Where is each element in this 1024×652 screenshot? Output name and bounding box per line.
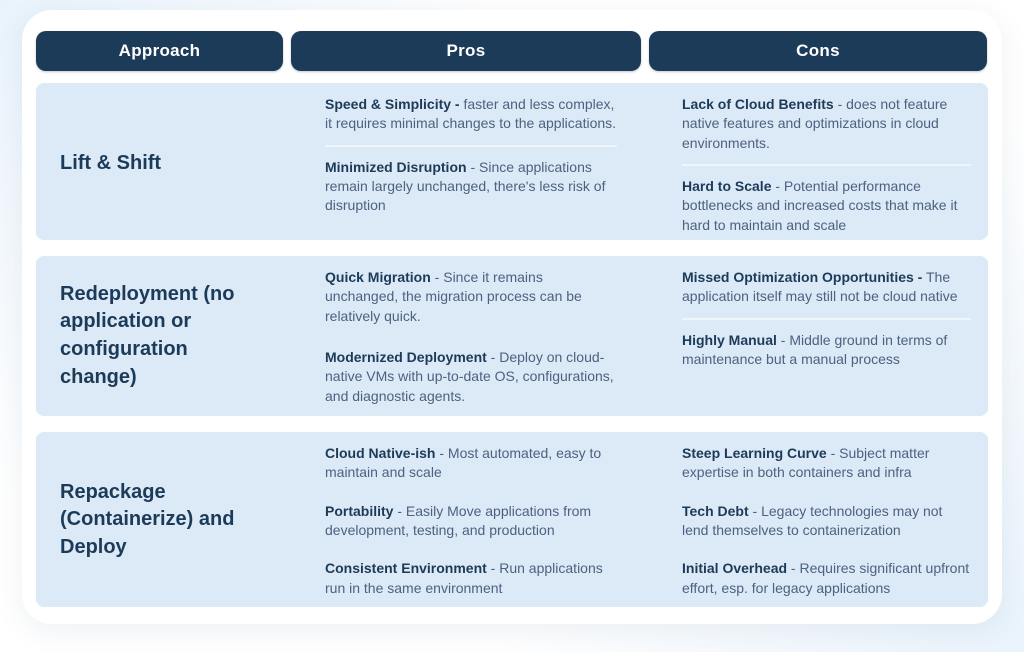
con-item [682, 177, 971, 235]
item-divider [682, 318, 971, 320]
pro-item [325, 502, 617, 541]
item-lead: Speed & Simplicity - [325, 96, 460, 112]
pro-item [325, 348, 617, 406]
item-body: - Since applications remain largely unchanged, there's less risk of disruption [325, 158, 606, 214]
item-body: faster and less complex, it requires minimal changes to the applications. [325, 96, 617, 132]
item-lead: Consistent Environment [325, 560, 487, 577]
pros-cell [291, 256, 641, 416]
item-lead: Minimized Disruption [325, 158, 467, 175]
approach-cell [36, 83, 283, 240]
pros-cell [291, 432, 641, 607]
cons-cell [649, 83, 987, 240]
table-row-redeployment [36, 256, 988, 416]
approach-cell [36, 432, 283, 607]
pro-item [325, 158, 617, 216]
column-header-pros: Pros [291, 31, 641, 71]
item-body: - Deploy on cloud-native VMs with up-to-date OS, configurations, and diagnostic agents. [325, 348, 614, 404]
item-body: - Since it remains unchanged, the migration process can be relatively quick. [325, 269, 582, 324]
con-item [682, 95, 971, 153]
con-item [682, 268, 971, 307]
comparison-table-card [22, 10, 1002, 624]
item-body: - Legacy technologies may not lend themselves to containerization [682, 502, 943, 538]
item-body: - Easily Move applications from development, testing, and production [325, 502, 592, 538]
table-row-lift-and-shift [36, 83, 988, 240]
item-body: The application itself may still not be cloud native [682, 269, 958, 305]
item-lead: Tech Debt [682, 502, 749, 519]
pro-item [325, 444, 617, 483]
item-body: - Requires significant upfront effort, esp. for legacy applications [682, 560, 970, 596]
con-item [682, 559, 971, 598]
item-body: - does not feature native features and optimizations in cloud environments. [682, 96, 948, 151]
approach-title: Lift & Shift [60, 152, 162, 175]
item-lead: Missed Optimization Opportunities - [682, 269, 923, 285]
pros-cell [291, 83, 641, 240]
approach-title: Redeployment (no application or configuration change) [60, 282, 235, 388]
approach-title: Repackage (Containerize) and Deploy [60, 480, 235, 558]
item-lead: Quick Migration [325, 269, 431, 285]
con-item [682, 331, 971, 370]
item-body: - Middle ground in terms of maintenance but a manual process [682, 331, 948, 367]
item-lead: Lack of Cloud Benefits [682, 96, 834, 112]
con-item [682, 444, 971, 483]
column-header-approach: Approach [36, 31, 283, 71]
item-lead: Steep Learning Curve [682, 445, 827, 461]
item-lead: Highly Manual [682, 331, 777, 348]
pro-item [325, 268, 617, 326]
item-lead: Modernized Deployment [325, 348, 487, 365]
item-divider [682, 164, 971, 166]
item-divider [325, 145, 617, 147]
item-lead: Portability [325, 502, 394, 519]
column-header-cons: Cons [649, 31, 987, 71]
item-body: - Most automated, easy to maintain and scale [325, 445, 602, 481]
approach-cell [36, 256, 283, 416]
cons-cell [649, 256, 987, 416]
item-body: - Run applications run in the same environment [325, 560, 603, 596]
cons-cell [649, 432, 987, 607]
item-body: - Potential performance bottlenecks and increased costs that make it hard to maintain and scale [682, 177, 958, 233]
table-header-row [36, 31, 988, 71]
pro-item [325, 95, 617, 134]
item-lead: Cloud Native-ish [325, 445, 436, 461]
item-body: - Subject matter expertise in both containers and infra [682, 445, 930, 481]
item-lead: Initial Overhead [682, 560, 788, 577]
pro-item [325, 559, 617, 598]
con-item [682, 502, 971, 541]
item-lead: Hard to Scale [682, 177, 772, 194]
table-row-repackage [36, 432, 988, 607]
